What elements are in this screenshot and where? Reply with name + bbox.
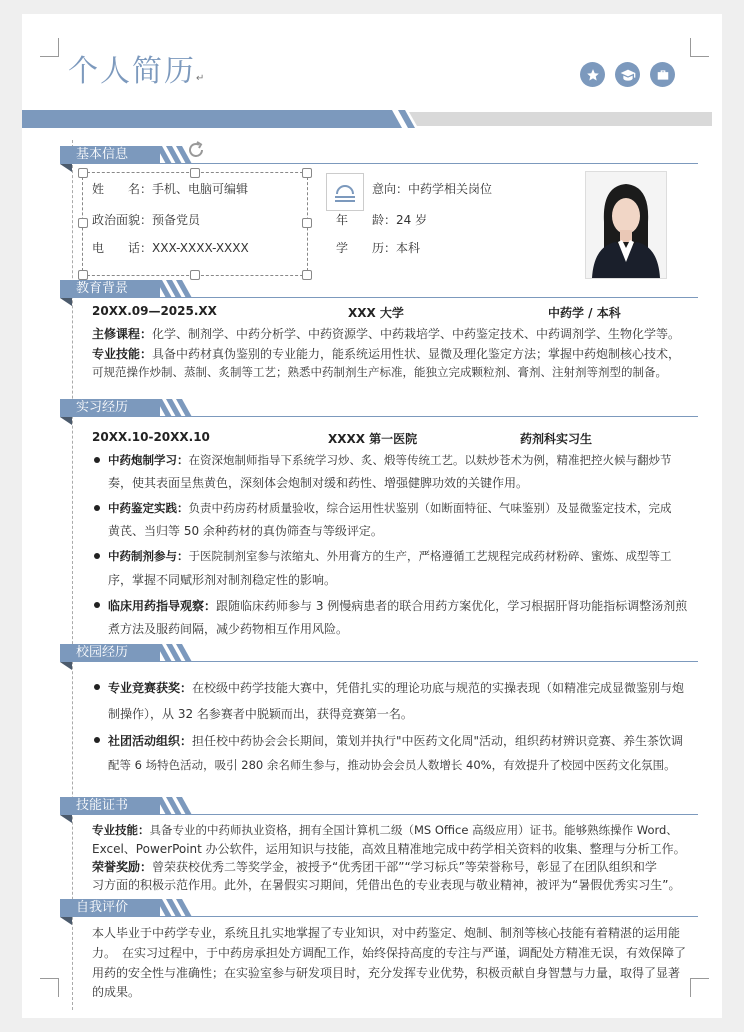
politics-field[interactable]: 政治面貌：预备党员	[92, 213, 201, 227]
graduation-cap-icon	[615, 62, 640, 87]
margin-guide	[72, 140, 73, 1010]
campus-item-line2: 配等 6 场特色活动，吸引 280 余名师生参与，推动协会会员人数增长 40%，有效提升了校园中医药文化氛围。	[108, 758, 676, 772]
campus-item-line2: 制操作），从 32 名参赛者中脱颖而出，获得竞赛第一名。	[108, 707, 413, 721]
crop-mark-bottom-right	[690, 978, 709, 997]
intern-item-line2: 奏，使其表面呈焦黄色，深刻体会炮制对缓和药性、增强健脾功效的关键作用。	[108, 476, 529, 490]
section-basic-info	[60, 146, 700, 168]
section-title: 自我评价	[60, 899, 160, 917]
resize-handle[interactable]	[302, 168, 312, 178]
intern-role: 药剂科实习生	[520, 432, 593, 446]
intern-item-line2: 黄芪、当归等 50 余种药材的真伪筛查与等级评定。	[108, 524, 383, 538]
section-title: 教育背景	[60, 280, 160, 298]
intern-item-line2: 序，掌握不同赋形剂对制剂稳定性的影响。	[108, 573, 337, 587]
intent-field[interactable]: 意向：中药学相关岗位	[372, 182, 493, 196]
briefcase-icon	[650, 62, 675, 87]
campus-item-line1: 社团活动组织：担任校中药协会会长期间，策划并执行"中医药文化周"活动，组织药材辨识竞赛、养生茶饮调	[108, 734, 684, 748]
bullet-icon	[94, 505, 100, 511]
degree-field[interactable]: 学 历：本科	[336, 241, 421, 255]
intern-item-line1: 中药鉴定实践：负责中药房药材质量验收，综合运用性状鉴别（如断面特征、气味鉴别）及显微鉴定技术，完成	[108, 501, 672, 515]
courses-line: 主修课程：化学、制剂学、中药分析学、中药资源学、中药栽培学、中药鉴定技术、中药调剂学、生物化学等。	[92, 327, 681, 341]
header-bar	[22, 110, 712, 128]
intern-item-line1: 临床用药指导观察：跟随临床药师参与 3 例慢病患者的联合用药方案优化，学习根据肝肾功能指标调整汤剂煎	[108, 599, 688, 613]
intern-org: XXXX 第一医院	[328, 432, 418, 446]
resize-handle[interactable]	[78, 168, 88, 178]
crop-mark-bottom-left	[40, 978, 59, 997]
skills-pro-line1: 专业技能：具备专业的中药师执业资格，拥有全国计算机二级（MS Office 高级应用）证书。能够熟练操作 Word、	[92, 823, 678, 837]
bullet-icon	[94, 553, 100, 559]
star-icon	[580, 62, 605, 87]
crop-mark-top-right	[690, 38, 709, 57]
self-eval-line2: 力。 在实习过程中，于中药房承担处方调配工作，始终保持高度的专注与严谨，调配处方精准无误，有效保障了	[92, 946, 687, 960]
section-title: 实习经历	[60, 399, 160, 417]
intern-item-line1: 中药炮制学习：在资深炮制师指导下系统学习炒、炙、煅等传统工艺。以麸炒苍术为例，精准把控火候与翻炒节	[108, 453, 672, 467]
edu-school: XXX 大学	[348, 306, 404, 320]
resize-handle[interactable]	[190, 270, 200, 280]
section-title: 基本信息	[60, 146, 160, 164]
section-skills	[60, 797, 700, 819]
resize-handle[interactable]	[78, 218, 88, 228]
age-field[interactable]: 年 龄：24 岁	[336, 213, 428, 227]
skills-award-line1: 荣誉奖励：曾荣获校优秀二等奖学金，被授予“优秀团干部”“学习标兵”等荣誉称号，彰显了在团队组织和学	[92, 860, 657, 874]
resize-handle[interactable]	[190, 168, 200, 178]
phone-field[interactable]: 电 话：XXX-XXXX-XXXX	[92, 241, 249, 255]
profile-photo[interactable]	[585, 171, 667, 279]
resize-handle[interactable]	[78, 270, 88, 280]
edu-skills-line1: 专业技能：具备中药材真伪鉴别的专业能力，能系统运用性状、显微及理化鉴定方法；掌握中药炮制核心技术，	[92, 347, 681, 361]
rotate-handle-icon[interactable]	[184, 138, 208, 162]
section-campus	[60, 644, 700, 666]
campus-item-line1: 专业竞赛获奖：在校级中药学技能大赛中，凭借扎实的理论功底与规范的实操表现（如精准完成显微鉴别与炮	[108, 681, 685, 695]
section-title: 校园经历	[60, 644, 160, 662]
layout-options-icon[interactable]	[326, 173, 364, 211]
self-eval-line3: 用药的安全性与准确性；在实验室参与研发项目时，充分发挥专业优势，积极贡献自身智慧与力量，取得了显著	[92, 966, 681, 980]
section-internship	[60, 399, 700, 421]
intern-item-line1: 中药制剂参与：于医院制剂室参与浓缩丸、外用膏方的生产，严格遵循工艺规程完成药材粉碎、蜜炼、成型等工	[108, 549, 672, 563]
resize-handle[interactable]	[302, 218, 312, 228]
bullet-icon	[94, 684, 100, 690]
self-eval-line1: 本人毕业于中药学专业，系统且扎实地掌握了专业知识，对中药鉴定、炮制、制剂等核心技能有着精湛的运用能	[92, 926, 681, 940]
crop-mark-top-left	[40, 38, 59, 57]
intern-period: 20XX.10-20XX.10	[92, 430, 210, 444]
bullet-icon	[94, 602, 100, 608]
header-icons	[580, 62, 675, 87]
resize-handle[interactable]	[302, 270, 312, 280]
bullet-icon	[94, 737, 100, 743]
section-self-eval	[60, 899, 700, 921]
intern-item-line2: 煮方法及服药间隔，减少药物相互作用风险。	[108, 622, 349, 636]
skills-award-line2: 习方面的积极示范作用。此外，在暑假实习期间，凭借出色的专业表现与敬业精神，被评为“暑假优秀实习生”。	[92, 878, 681, 892]
edu-major: 中药学 / 本科	[548, 306, 621, 320]
edu-skills-line2: 可规范操作炒制、蒸制、炙制等工艺；熟悉中药制剂生产标准，能独立完成颗粒剂、膏剂、注射剂等剂型的制备。	[92, 365, 667, 379]
self-eval-line4: 的成果。	[92, 985, 141, 999]
name-field[interactable]: 姓 名：手机、电脑可编辑	[92, 182, 249, 196]
section-education	[60, 280, 700, 302]
section-title: 技能证书	[60, 797, 160, 815]
edu-period: 20XX.09—2025.XX	[92, 304, 217, 318]
bullet-icon	[94, 457, 100, 463]
skills-pro-line2: Excel、PowerPoint 办公软件，运用知识与技能，高效且精准地完成中药学相关资料的收集、整理与分析工作。	[92, 842, 686, 856]
page-title: 个人简历↵	[68, 54, 207, 89]
